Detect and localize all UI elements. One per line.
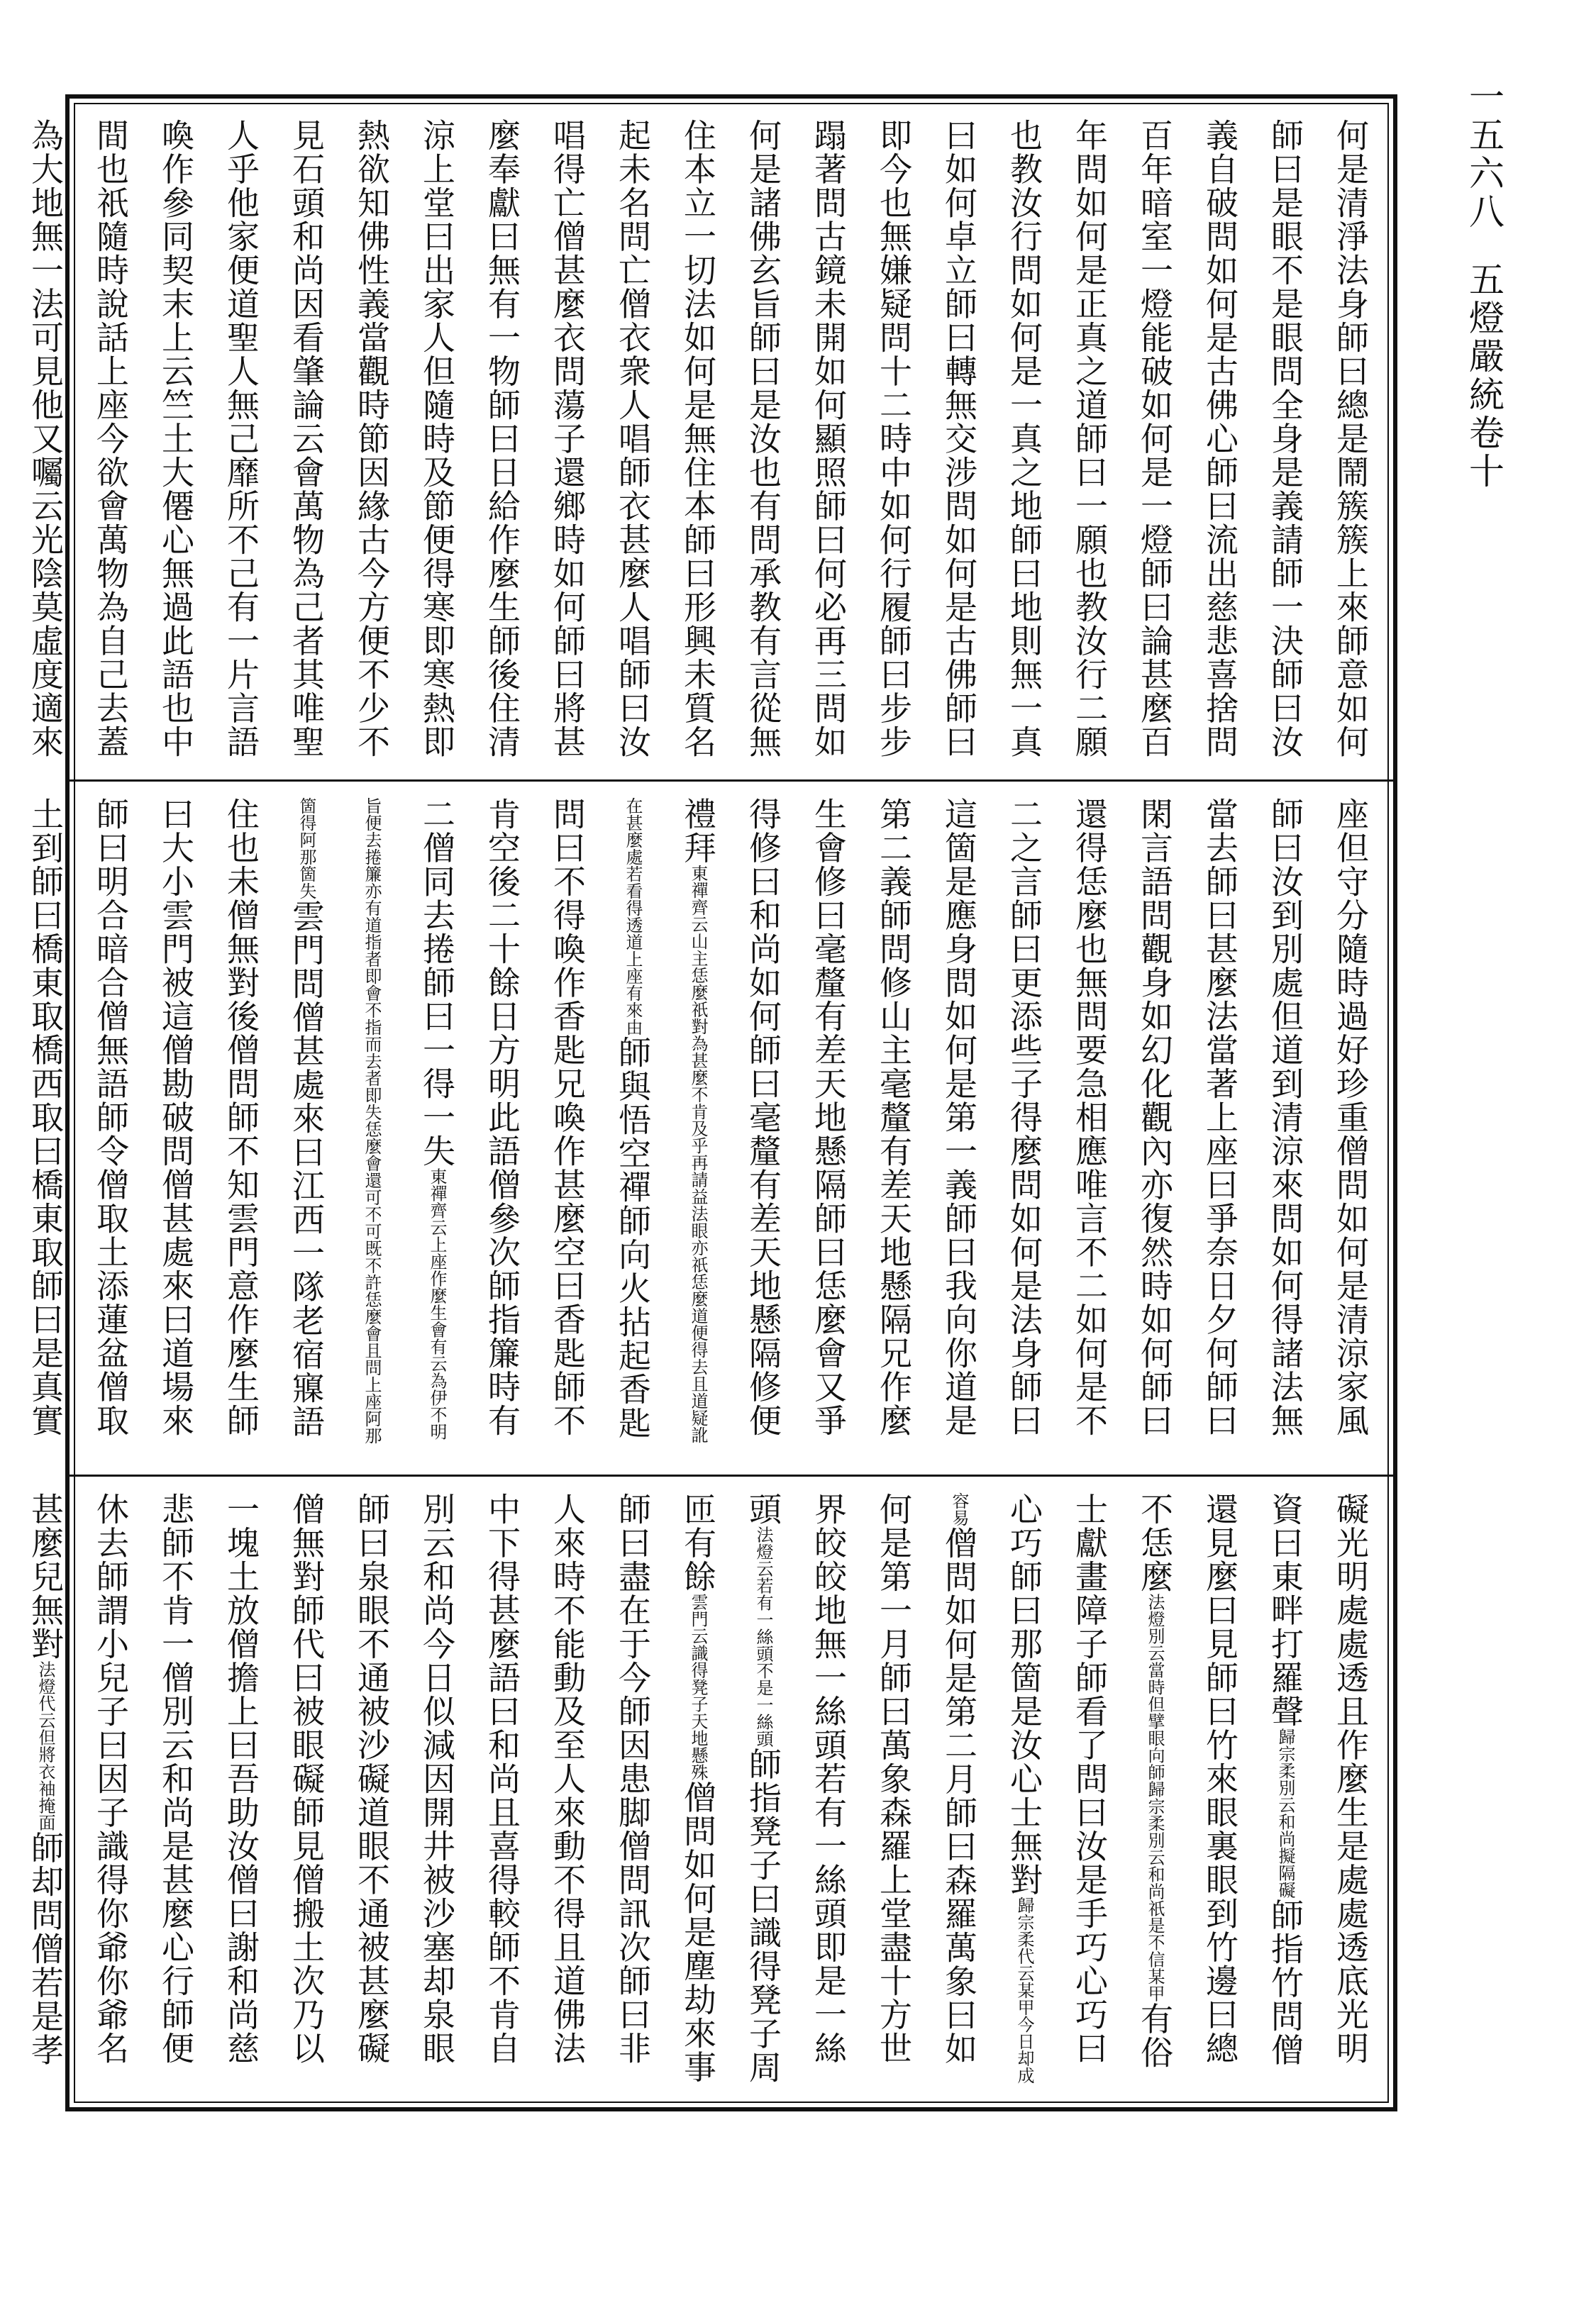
register-lower-annotation-4: 法燈云若有一絲頭不是一絲頭 [753, 1526, 773, 1748]
page-header [1419, 78, 1504, 491]
register-lower-annotation-3: 歸宗柔代云某甲今日却成容易 [949, 1492, 1034, 2084]
register-lower-text [26, 1492, 1383, 2092]
register-divider-lower [70, 1475, 1393, 1477]
register-lower-body-4: 僧問如何是第二月師曰森羅萬象曰如何是第一月師曰萬象森羅上堂盡十方世界皎皎地無一絲頭若有一絲頭即是一絲頭 [744, 1492, 978, 2065]
register-middle-body-2: 師與悟空禪師向火拈起香匙問曰不得喚作香匙兄喚作甚麼空曰香匙師不肯空後二十餘日方明此語僧參次師指簾時有二僧同去捲師曰一得一失 [418, 797, 652, 1440]
register-upper-body: 何是清淨法身師曰總是鬧簇簇上來師意如何師曰是眼不是眼問全身是義請師一決師曰汝義自破問如何是古佛心師曰流出慈悲喜捨問百年暗室一燈能破如何是一燈師曰論甚麼百年問如何是正真之道師曰一願也教汝行二願也教汝行問如何是一真之地師曰地則無一真曰如何卓立師曰轉無交涉問如何是古佛師曰即今也無嫌疑問十二時中如何行履師曰步步蹋著問古鏡未開如何顯照師曰何必再三問如何是諸佛玄旨師曰是汝也有問承教有言從無住本立一切法如何是無住本師曰形興未質名起未名問亡僧衣衆人唱師衣甚麼人唱師曰汝唱得亡僧甚麼衣問蕩子還鄉時如何師曰將甚麼奉獻曰無有一物師曰日給作麼生師後住清涼上堂曰出家人但隨時及節便得寒即寒熱即熱欲知佛性義當觀時節因緣古今方便不少不見石頭和尚因看肇論云會萬物為己者其唯聖人乎他家便道聖人無己靡所不己有一片言語喚作參同契末上云竺土大僊心無過此語也中間也祇隨時說話上座今欲會萬物為自己去蓋為大地無一法可見他又囑云光陰莫虛度適來 [26, 118, 1370, 759]
register-lower-body-5: 師指凳子曰識得凳子周匝有餘 [679, 1492, 782, 2084]
running-title: 五燈嚴統卷十 [1463, 260, 1504, 491]
register-lower-body-3: 有俗士獻畫障子師看了問曰汝是手巧心巧曰心巧師曰那箇是汝心士無對 [1005, 1492, 1174, 2070]
register-middle-body-3: 雲門問僧甚處來曰江西一隊老宿寱語住也未僧無對後僧問師不知雲門意作麼生師曰大小雲門被這僧勘破問僧甚處來曰道場來師曰明合暗合僧無語師令僧取土添蓮盆僧取土到師曰橋東取橋西取曰橋東取師曰是真實 [26, 797, 326, 1438]
register-lower-body-2: 師指竹問僧還見麼曰見師曰竹來眼裏眼到竹邊曰總不恁麼 [1136, 1492, 1304, 2067]
register-upper [26, 118, 1383, 764]
register-lower-annotation-1: 歸宗柔別云和尚擬隔礙 [1275, 1728, 1295, 1899]
register-lower-body-1: 礙光明處處透且作麼生是處處透底光明資曰東畔打羅聲 [1266, 1492, 1370, 2065]
register-middle [26, 797, 1383, 1457]
register-middle-annotation-1: 東禪齊云山主恁麼祇對為甚麼不肯及乎再請益法眼亦祇恁麼道便得去且道疑訛在甚麼處若看得透道上座有來由 [623, 797, 708, 1443]
register-lower [26, 1492, 1383, 2092]
register-lower-body-6: 僧問如何是塵劫來事師曰盡在于今師因患脚僧問訊次師曰非人來時不能動及至人來動不得且道佛法中下得甚麼語曰和尚且喜得較師不肯自別云和尚今日似減因開井被沙塞却泉眼師曰泉眼不通被沙礙道眼不通被甚麼礙僧無對師代曰被眼礙師見僧搬土次乃以一塊土放僧擔上曰吾助汝僧曰謝和尚慈悲師不肯一僧別云和尚是甚麼心行師便休去師謂小兒子曰因子識得你爺你爺名甚麼兒無對 [26, 1492, 717, 2084]
register-lower-body-7: 師却問僧若是孝 [26, 1831, 65, 2067]
register-middle-body-1: 座但守分隨時過好珍重僧問如何是清涼家風師曰汝到別處但道到清涼來問如何得諸法無當去師曰甚麼法當著上座曰爭奈日夕何師曰閑言語問觀身如幻化觀內亦復然時如何師曰還得恁麼也無問要急相應唯言不二如何是不二之言師曰更添些子得麼問如何是法身師曰這箇是應身問如何是第一義師曰我向你道是第二義師問修山主毫釐有差天地懸隔兄作麼生會修曰毫釐有差天地懸隔師曰恁麼會又爭得修曰和尚如何師曰毫釐有差天地懸隔修便禮拜 [679, 797, 1370, 1438]
register-middle-text [26, 797, 1383, 1457]
register-lower-annotation-6: 法燈代云但將衣袖掩面 [35, 1660, 55, 1831]
register-divider-upper [70, 779, 1393, 782]
register-lower-annotation-5: 雲門云識得凳子天地懸殊 [688, 1593, 708, 1781]
register-upper-text [26, 118, 1383, 764]
register-middle-annotation-2: 東禪齊云上座作麼生會有云為伊不明旨便去捲簾亦有道指者即會不指而去者即失恁麼會還可不可既不許恁麼會且問上座阿那箇得阿那箇失 [297, 797, 447, 1444]
text-frame [26, 94, 1397, 2111]
page-number: 一五六八 [1463, 78, 1504, 231]
register-lower-annotation-2: 法燈別云當時但擘眼向師歸宗柔別云和尚祇是不信某甲 [1145, 1593, 1165, 2002]
